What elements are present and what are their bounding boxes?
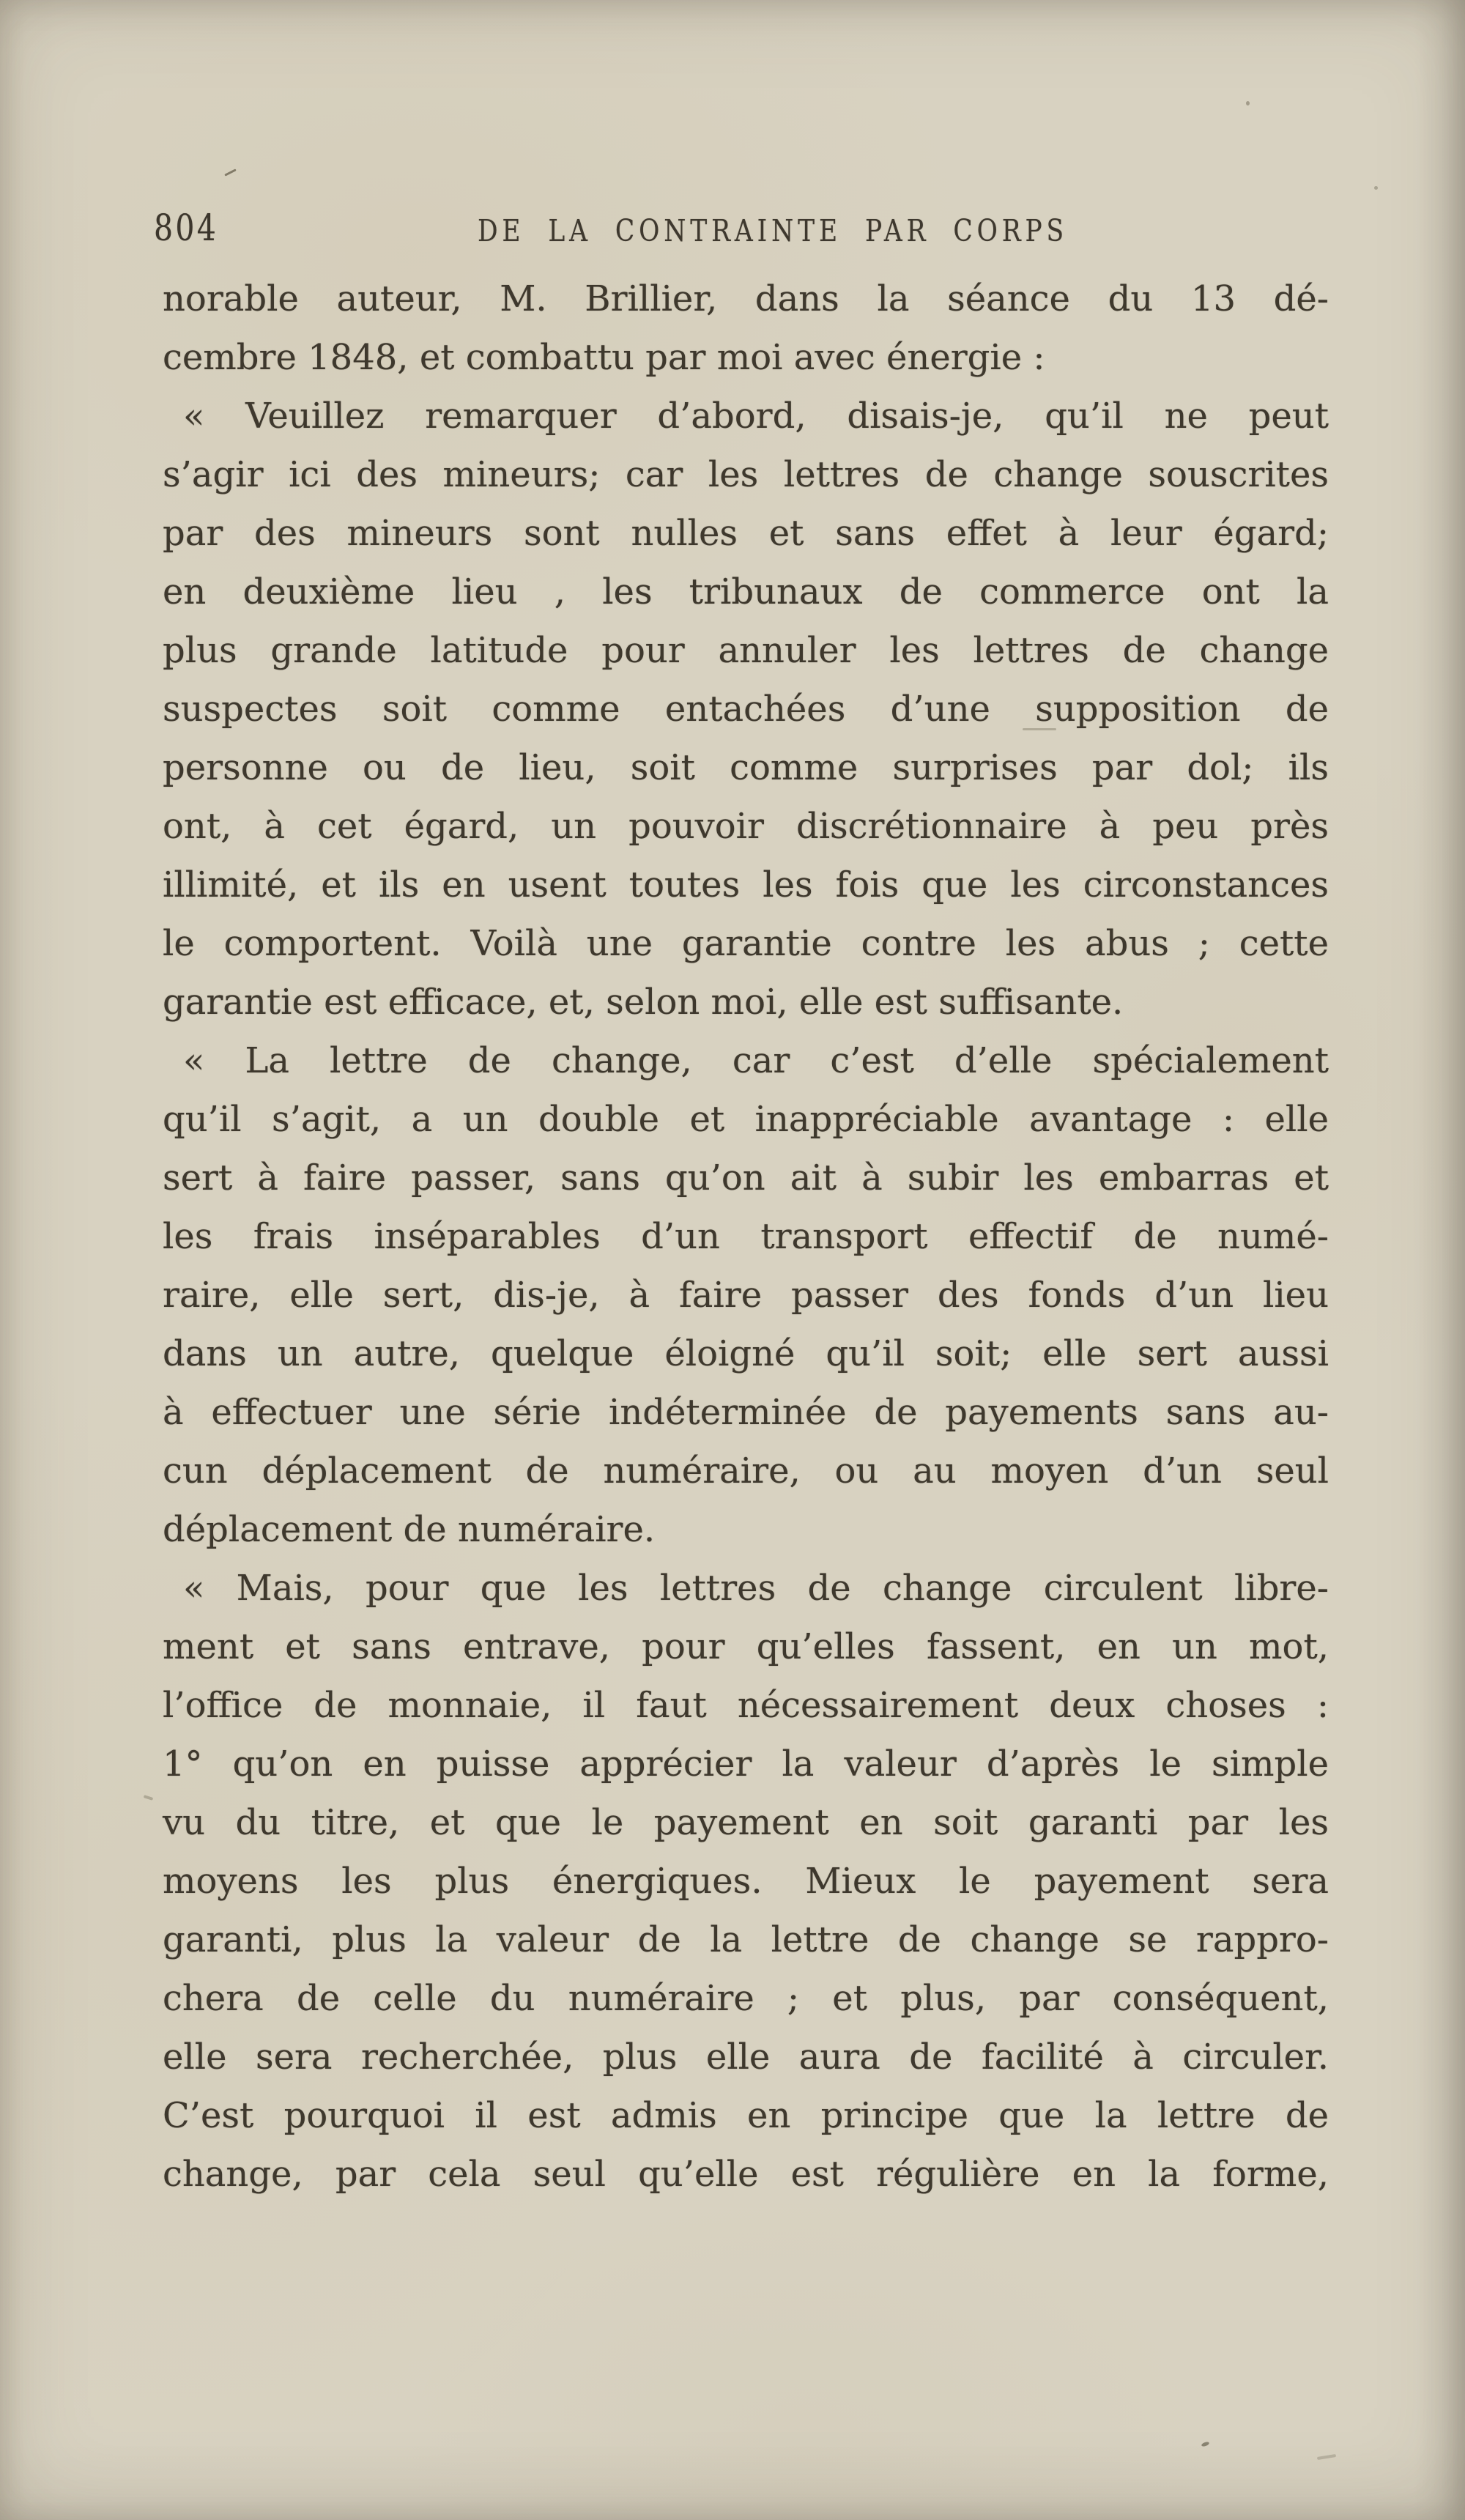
ink-stroke-mark bbox=[224, 168, 237, 176]
text-line: 1° qu’on en puisse apprécier la valeur d’après le simple bbox=[163, 1743, 1329, 1785]
text-line: ment et sans entrave, pour qu’elles fassent, en un mot, bbox=[163, 1626, 1329, 1667]
text-line: déplacement de numéraire. bbox=[163, 1509, 656, 1550]
text-line: qu’il s’agit, a un double et inappréciable avantage : elle bbox=[163, 1099, 1329, 1140]
text-line: s’agir ici des mineurs; car les lettres de change souscrites bbox=[163, 454, 1329, 495]
text-line: C’est pourquoi il est admis en principe que la lettre de bbox=[163, 2095, 1329, 2136]
text-line: sert à faire passer, sans qu’on ait à subir les embarras et bbox=[163, 1157, 1329, 1198]
page-text bbox=[163, 270, 1329, 2204]
ink-speck bbox=[1374, 186, 1378, 190]
text-line: cun déplacement de numéraire, ou au moyen d’un seul bbox=[163, 1450, 1329, 1491]
text-line: garantie est efficace, et, selon moi, elle est suffisante. bbox=[163, 982, 1124, 1023]
text-line: « Mais, pour que les lettres de change circulent libre- bbox=[183, 1568, 1329, 1609]
ink-stroke-mark bbox=[144, 1795, 154, 1801]
text-line: cembre 1848, et combattu par moi avec énergie : bbox=[163, 337, 1045, 378]
text-line: le comportent. Voilà une garantie contre les abus ; cette bbox=[163, 923, 1329, 964]
paragraph bbox=[163, 270, 1329, 387]
text-line: ont, à cet égard, un pouvoir discrétionnaire à peu près bbox=[163, 806, 1329, 847]
text-line: elle sera recherchée, plus elle aura de facilité à circuler. bbox=[163, 2037, 1329, 2078]
text-line: les frais inséparables d’un transport effectif de numé- bbox=[163, 1216, 1329, 1257]
text-line: raire, elle sert, dis-je, à faire passer des fonds d’un lieu bbox=[163, 1275, 1329, 1316]
text-line: moyens les plus énergiques. Mieux le payement sera bbox=[163, 1861, 1329, 1902]
text-line: chera de celle du numéraire ; et plus, par conséquent, bbox=[163, 1978, 1329, 2019]
page-number: 804 bbox=[154, 207, 219, 249]
text-line: l’office de monnaie, il faut nécessairement deux choses : bbox=[163, 1685, 1329, 1726]
text-line: illimité, et ils en usent toutes les fois que les circonstances bbox=[163, 864, 1329, 905]
text-line: par des mineurs sont nulles et sans effet à leur égard; bbox=[163, 513, 1329, 554]
paragraph bbox=[163, 387, 1329, 1031]
ink-speck bbox=[1246, 101, 1250, 105]
text-line: vu du titre, et que le payement en soit garanti par les bbox=[163, 1802, 1329, 1843]
text-line: change, par cela seul qu’elle est régulière en la forme, bbox=[163, 2154, 1329, 2195]
text-line: suspectes soit comme entachées d’une supposition de bbox=[163, 689, 1329, 730]
text-line: « Veuillez remarquer d’abord, disais-je, qu’il ne peut bbox=[183, 396, 1329, 437]
text-line: norable auteur, M. Brillier, dans la séance du 13 dé- bbox=[163, 278, 1329, 319]
text-line: en deuxième lieu , les tribunaux de commerce ont la bbox=[163, 571, 1329, 612]
running-title: DE LA CONTRAINTE PAR CORPS bbox=[477, 213, 1069, 248]
paragraph bbox=[163, 1559, 1329, 2204]
ink-stroke-mark bbox=[1317, 2454, 1336, 2460]
text-line: à effectuer une série indéterminée de payements sans au- bbox=[163, 1392, 1329, 1433]
paragraph bbox=[163, 1031, 1329, 1559]
text-line: garanti, plus la valeur de la lettre de change se rappro- bbox=[163, 1919, 1329, 1960]
ink-speck bbox=[1201, 2441, 1209, 2447]
text-line: « La lettre de change, car c’est d’elle spécialement bbox=[183, 1040, 1329, 1081]
text-line: personne ou de lieu, soit comme surprises par dol; ils bbox=[163, 747, 1329, 788]
text-line: dans un autre, quelque éloigné qu’il soit; elle sert aussi bbox=[163, 1333, 1329, 1374]
text-line: plus grande latitude pour annuler les lettres de change bbox=[163, 630, 1329, 671]
